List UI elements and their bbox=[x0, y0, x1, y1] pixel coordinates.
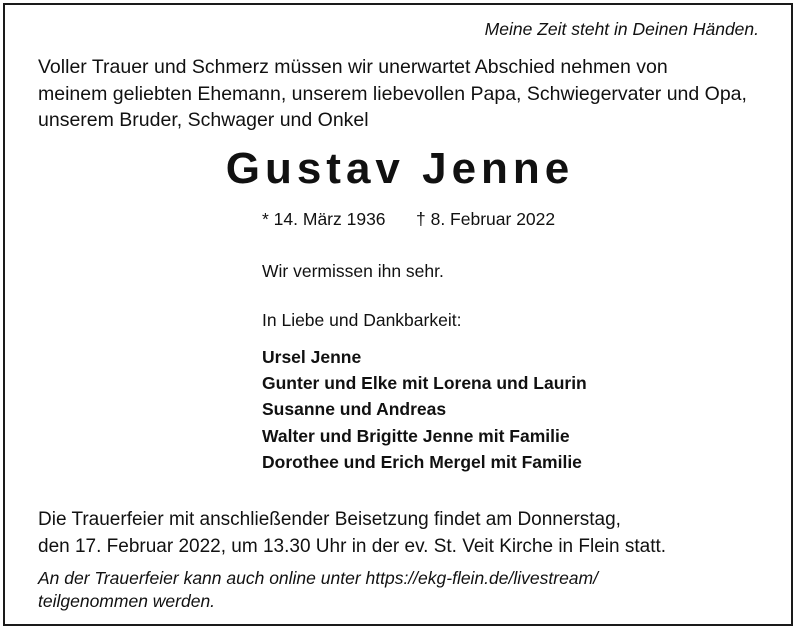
intro-line: unserem Bruder, Schwager und Onkel bbox=[38, 109, 369, 131]
deceased-name: Gustav Jenne bbox=[225, 144, 575, 193]
mourner-name: Walter und Brigitte Jenne mit Familie bbox=[262, 426, 570, 446]
funeral-line: den 17. Februar 2022, um 13.30 Uhr in der ev. St. Veit Kirche in Flein statt. bbox=[38, 536, 667, 557]
intro-line: meinem geliebten Ehemann, unserem liebevollen Papa, Schwiegervater und Opa, bbox=[38, 83, 747, 105]
mourner-name: Ursel Jenne bbox=[262, 347, 362, 367]
gratitude-line: In Liebe und Dankbarkeit: bbox=[262, 310, 462, 330]
birth-date: * 14. März 1936 bbox=[262, 209, 386, 229]
motto: Meine Zeit steht in Deinen Händen. bbox=[484, 19, 759, 39]
miss-line: Wir vermissen ihn sehr. bbox=[262, 261, 444, 281]
funeral-line: Die Trauerfeier mit anschließender Beisetzung findet am Donnerstag, bbox=[38, 509, 621, 530]
online-line: teilgenommen werden. bbox=[38, 591, 216, 611]
death-date: † 8. Februar 2022 bbox=[416, 209, 556, 229]
mourner-name: Susanne und Andreas bbox=[262, 399, 447, 419]
intro-line: Voller Trauer und Schmerz müssen wir unerwartet Abschied nehmen von bbox=[38, 56, 668, 78]
mourner-name: Dorothee und Erich Mergel mit Familie bbox=[262, 452, 582, 472]
online-line: An der Trauerfeier kann auch online unter https://ekg-flein.de/livestream/ bbox=[38, 568, 598, 588]
mourner-name: Gunter und Elke mit Lorena und Laurin bbox=[262, 373, 587, 393]
